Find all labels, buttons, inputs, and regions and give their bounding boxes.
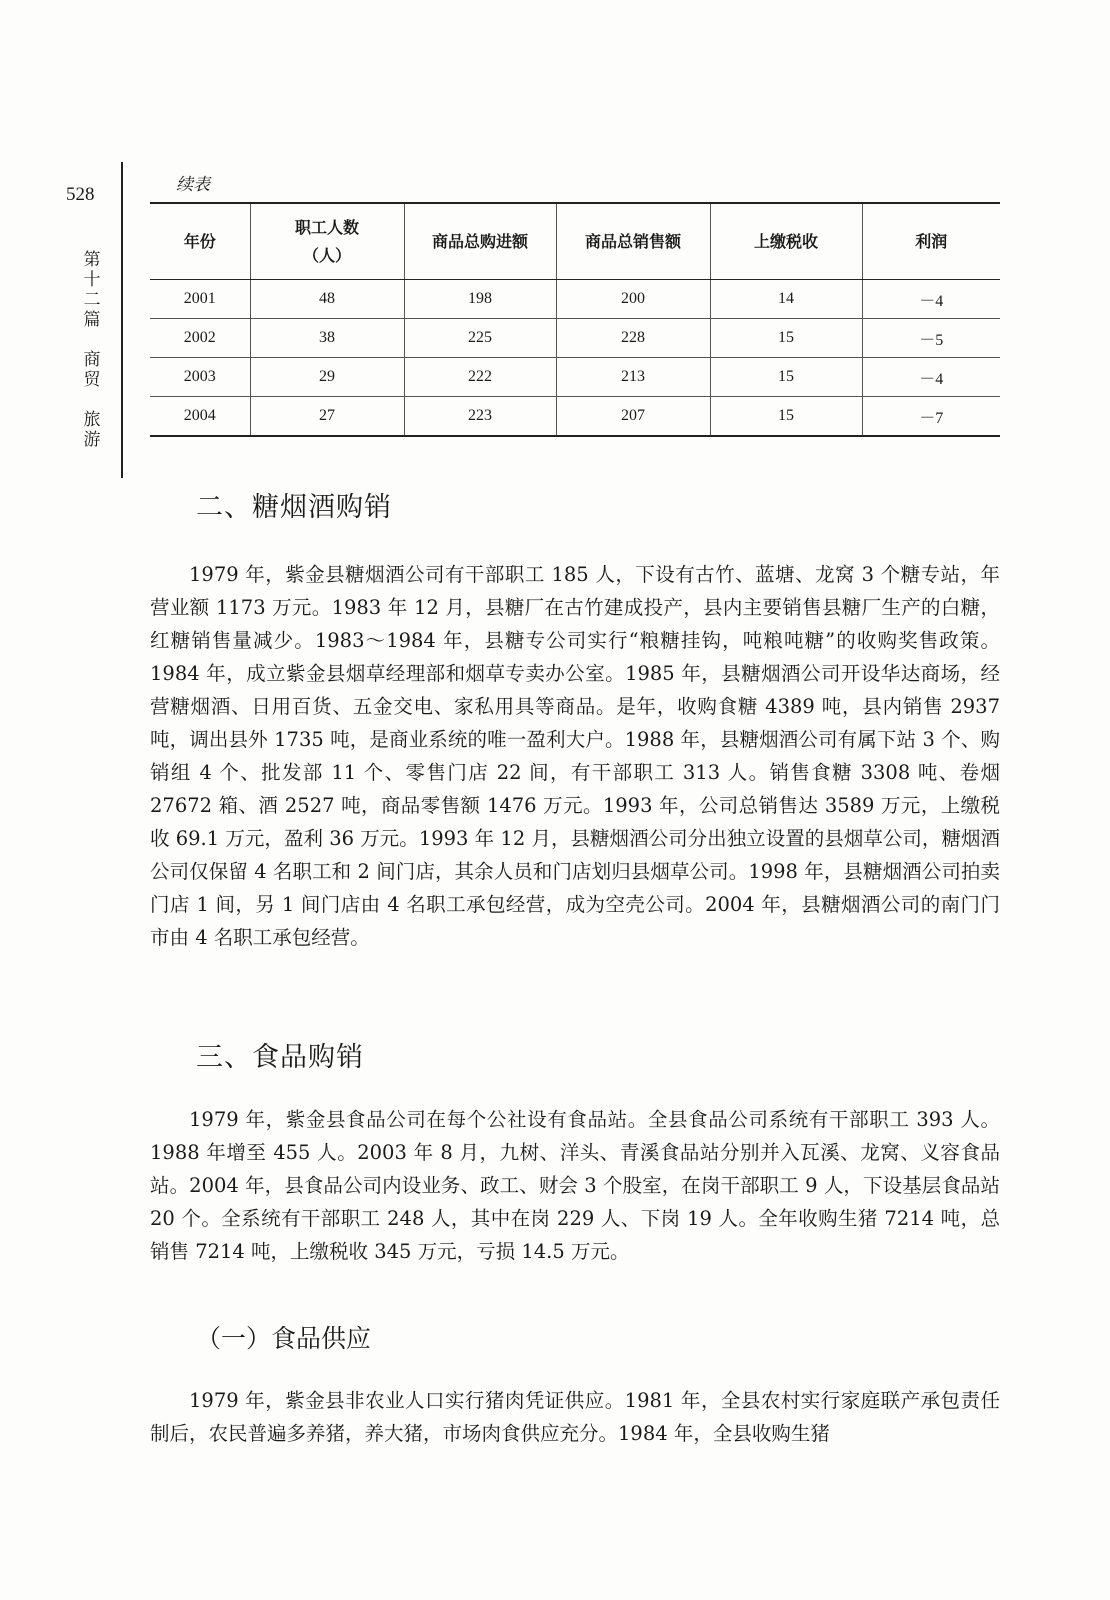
cell-taxes: 15 bbox=[710, 319, 862, 358]
cell-purchases: 198 bbox=[404, 280, 556, 319]
table-row bbox=[150, 358, 1000, 397]
page-number: 528 bbox=[66, 184, 95, 205]
cell-purchases: 223 bbox=[404, 397, 556, 437]
header-total-sales: 商品总销售额 bbox=[556, 203, 710, 280]
cell-staff: 48 bbox=[250, 280, 404, 319]
header-total-purchases: 商品总购进额 bbox=[404, 203, 556, 280]
cell-profit: －5 bbox=[862, 319, 1000, 358]
cell-sales: 228 bbox=[556, 319, 710, 358]
cell-year: 2001 bbox=[150, 280, 250, 319]
cell-taxes: 15 bbox=[710, 358, 862, 397]
table-row bbox=[150, 280, 1000, 319]
statistics-table bbox=[150, 202, 1000, 437]
cell-year: 2002 bbox=[150, 319, 250, 358]
cell-staff: 27 bbox=[250, 397, 404, 437]
table-row bbox=[150, 319, 1000, 358]
section-heading-sugar-tobacco-wine: 二、糖烟酒购销 bbox=[196, 492, 392, 523]
subsection-heading-food-supply: （一）食品供应 bbox=[196, 1324, 372, 1353]
cell-profit: －4 bbox=[862, 280, 1000, 319]
cell-profit: －4 bbox=[862, 358, 1000, 397]
table-header-row bbox=[150, 203, 1000, 280]
header-staff-count: 职工人数 （人） bbox=[250, 203, 404, 280]
header-taxes-paid: 上缴税收 bbox=[710, 203, 862, 280]
cell-taxes: 15 bbox=[710, 397, 862, 437]
header-year: 年份 bbox=[150, 203, 250, 280]
cell-profit: －7 bbox=[862, 397, 1000, 437]
section-heading-food: 三、食品购销 bbox=[196, 1042, 364, 1073]
margin-rule bbox=[121, 162, 123, 478]
cell-staff: 29 bbox=[250, 358, 404, 397]
paragraph-food-supply: 1979 年，紫金县非农业人口实行猪肉凭证供应。1981 年，全县农村实行家庭联产承包责任制后，农民普遍多养猪，养大猪，市场肉食供应充分。1984 年，全县收购生猪 bbox=[150, 1389, 1000, 1445]
paragraph-sugar-tobacco-wine: 1979 年，紫金县糖烟酒公司有干部职工 185 人，下设有古竹、蓝塘、龙窝 3 个糖专站，年营业额 1173 万元。1983 年 12 月，县糖厂在古竹建成投产，县内主要销售县糖厂生产的白糖，红糖销售量减少。1983～1984 年，县糖专公司实行“粮糖挂钩，吨粮吨糖”的收购奖售政策。1984 年，成立紫金县烟草经理部和烟草专卖办公室。1985 年，县糖烟酒公司开设华达商场，经营糖烟酒、日用百货、五金交电、家私用具等商品。是年，收购食糖 4389 吨，县内销售 2937 吨，调出县外 1735 吨，是商业系统的唯一盈利大户。1988 年，县糖烟酒公司有属下站 3 个、购销组 4 个、批发部 11 个、零售门店 22 间，有干部职工 313 人。销售食糖 3308 吨、卷烟 27672 箱、酒 2527 吨，商品零售额 1476 万元。1993 年，公司总销售达 3589 万元，上缴税收 69.1 万元，盈利 36 万元。1993 年 12 月，县糖烟酒公司分出独立设置的县烟草公司，糖烟酒公司仅保留 4 名职工和 2 间门店，其余人员和门店划归县烟草公司。1998 年，县糖烟酒公司拍卖门店 1 间，另 1 间门店由 4 名职工承包经营，成为空壳公司。2004 年，县糖烟酒公司的南门门市由 4 名职工承包经营。 bbox=[150, 563, 1000, 949]
cell-year: 2004 bbox=[150, 397, 250, 437]
cell-staff: 38 bbox=[250, 319, 404, 358]
cell-sales: 200 bbox=[556, 280, 710, 319]
paragraph-food: 1979 年，紫金县食品公司在每个公社设有食品站。全县食品公司系统有干部职工 393 人。1988 年增至 455 人。2003 年 8 月，九树、洋头、青溪食品站分别并入瓦溪、龙窝、义容食品站。2004 年，县食品公司内设业务、政工、财会 3 个股室，在岗干部职工 9 人，下设基层食品站 20 个。全系统有干部职工 248 人，其中在岗 229 人、下岗 19 人。全年收购生猪 7214 吨，总销售 7214 吨，上缴税收 345 万元，亏损 14.5 万元。 bbox=[150, 1108, 1000, 1263]
cell-sales: 213 bbox=[556, 358, 710, 397]
table-caption: 续表 bbox=[176, 175, 210, 195]
table-row bbox=[150, 397, 1000, 437]
cell-purchases: 222 bbox=[404, 358, 556, 397]
cell-year: 2003 bbox=[150, 358, 250, 397]
cell-sales: 207 bbox=[556, 397, 710, 437]
chapter-label: 第 十 二 篇 商 贸 旅 游 bbox=[83, 250, 101, 450]
header-profit: 利润 bbox=[862, 203, 1000, 280]
cell-purchases: 225 bbox=[404, 319, 556, 358]
cell-taxes: 14 bbox=[710, 280, 862, 319]
